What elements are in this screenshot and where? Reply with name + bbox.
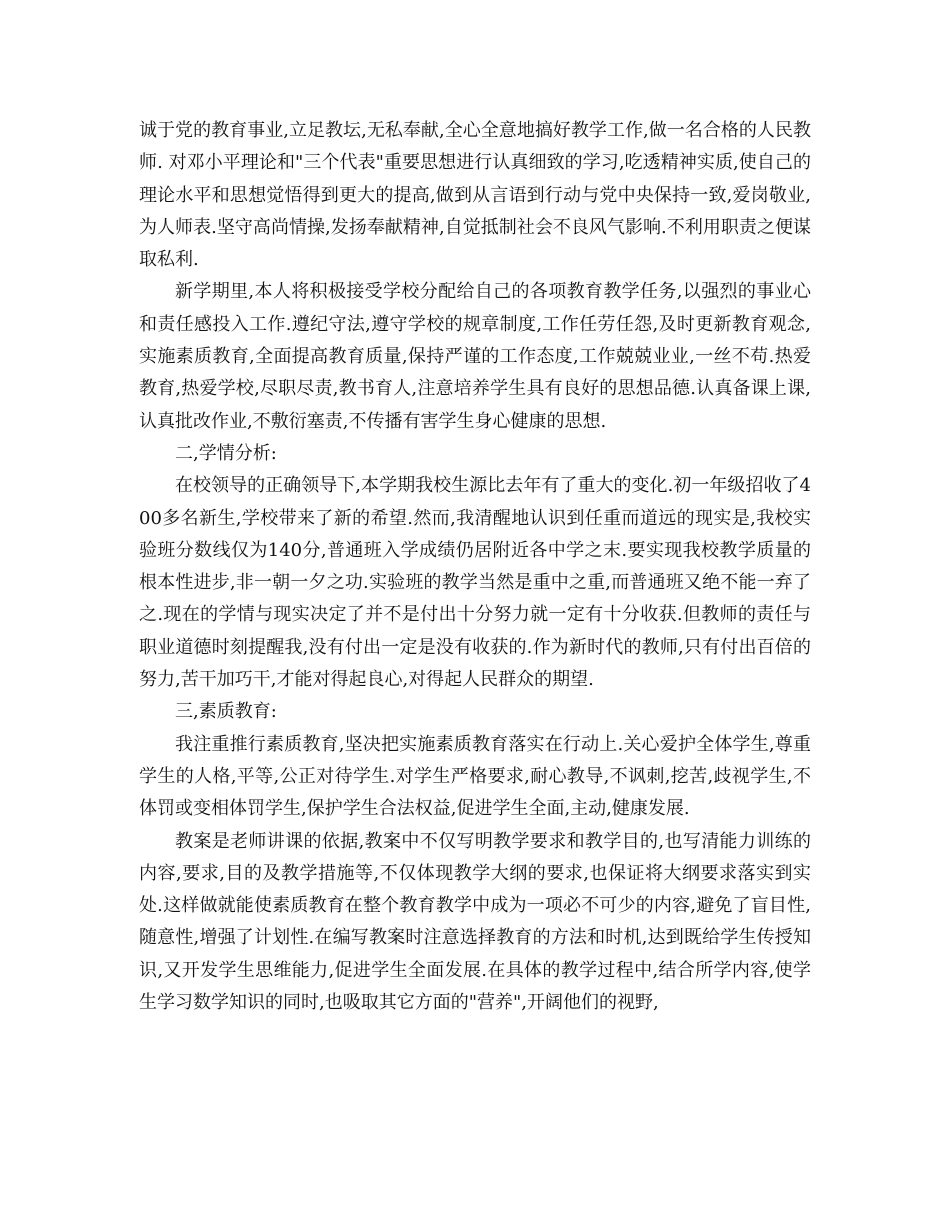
section-heading-student-analysis: 二,学情分析:: [175, 442, 277, 464]
document-body: [139, 115, 811, 1019]
paragraph-student-analysis: 在校领导的正确领导下,本学期我校生源比去年有了重大的变化.初一年级招收了400多名新生,学校带来了新的希望.然而,我清醒地认识到任重而道远的现实是,我校实验班分数线仅为140分,普通班入学成绩仍居附近各中学之末.要实现我校教学质量的根本性进步,非一朝一夕之功.实验班的教学当然是重中之重,而普通班又绝不能一弃了之.现在的学情与现实决定了并不是付出十分努力就一定有十分收获.但教师的责任与职业道德时刻提醒我,没有付出一定是没有收获的.作为新时代的教师,只有付出百倍的努力,苦干加巧干,才能对得起良心,对得起人民群众的期望.: [139, 475, 811, 691]
paragraph-party-commitment: 诚于党的教育事业,立足教坛,无私奉献,全心全意地搞好教学工作,做一名合格的人民教师. 对邓小平理论和"三个代表"重要思想进行认真细致的学习,吃透精神实质,使自己的理论水平和思想觉悟得到更大的提高,做到从言语到行动与党中央保持一致,爱岗敬业,为人师表.坚守高尚情操,发扬奉献精神,自觉抵制社会不良风气影响.不利用职责之便谋取私利.: [139, 120, 811, 271]
paragraph-lesson-plans: 教案是老师讲课的依据,教案中不仅写明教学要求和教学目的,也写清能力训练的内容,要求,目的及教学措施等,不仅体现教学大纲的要求,也保证将大纲要求落实到实处.这样做就能使素质教育在整个教育教学中成为一项必不可少的内容,避免了盲目性,随意性,增强了计划性.在编写教案时注意选择教育的方法和时机,达到既给学生传授知识,又开发学生思维能力,促进学生全面发展.在具体的教学过程中,结合所学内容,使学生学习数学知识的同时,也吸取其它方面的"营养",开阔他们的视野,: [139, 830, 811, 1014]
paragraph-quality-education: 我注重推行素质教育,坚决把实施素质教育落实在行动上.关心爱护全体学生,尊重学生的人格,平等,公正对待学生.对学生严格要求,耐心教导,不讽刺,挖苦,歧视学生,不体罚或变相体罚学生,保护学生合法权益,促进学生全面,主动,健康发展.: [139, 733, 811, 820]
paragraph-new-semester: 新学期里,本人将积极接受学校分配给自己的各项教育教学任务,以强烈的事业心和责任感投入工作.遵纪守法,遵守学校的规章制度,工作任劳任怨,及时更新教育观念,实施素质教育,全面提高教育质量,保持严谨的工作态度,工作兢兢业业,一丝不苟.热爱教育,热爱学校,尽职尽责,教书育人,注意培养学生具有良好的思想品德.认真备课上课,认真批改作业,不敷衍塞责,不传播有害学生身心健康的思想.: [139, 281, 811, 432]
section-heading-quality-education: 三,素质教育:: [175, 701, 277, 723]
